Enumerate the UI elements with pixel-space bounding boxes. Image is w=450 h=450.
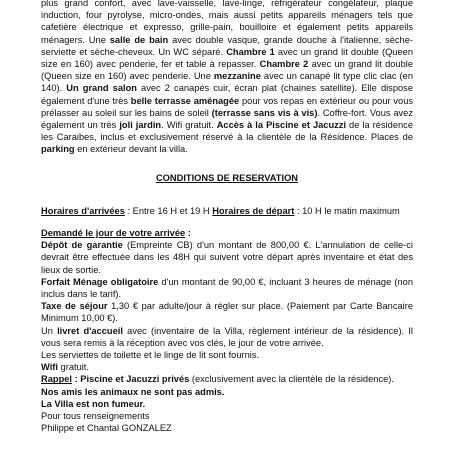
animals-line [41, 386, 413, 398]
arrival-hours-value: : Entre 16 H et 19 H [124, 205, 213, 216]
welcome-label: livret d'accueil [57, 325, 123, 336]
smoking-text: La Villa est non fumeur. [41, 398, 146, 409]
description-text-run: . Coffre-fort. Vous avez également un très [41, 107, 413, 131]
wifi-label: Wifi [41, 362, 58, 373]
reminder-bold: Piscine et Jacuzzi privés [80, 374, 190, 385]
deposit-paragraph [41, 239, 413, 276]
departure-hours-label: Horaires de départ [212, 205, 295, 216]
demanded-suffix: : [185, 228, 191, 239]
signature: Philippe et Chantal GONZALEZ [41, 423, 172, 434]
deposit-text: (Empreinte CB) d'un montant de 800,00 €. L'annulation de celle-ci devrait être effectuée dans les 48H qui suivent votre départ après inventaire et état des lieux de sortie. [41, 240, 413, 275]
wifi-line [41, 361, 413, 373]
description-bold-run: salle de bain [109, 34, 169, 45]
wifi-text: gratuit. [57, 362, 89, 373]
description-text-run: avec 2 canapés cuir, écran plat (chaines satellite). Elle dispose également d'une très [41, 83, 413, 106]
description-bold-run: belle terrasse aménagée [130, 95, 240, 106]
welcome-prefix: Un [41, 325, 58, 336]
description-text-run: de la résidence les Caraibes, inclus et exclusivement réservé à la clientèle de la Résidence. Places de [41, 120, 413, 143]
description-bold-run: joli jardin [119, 120, 162, 131]
departure-hours-value: : 10 H le matin maximum [294, 205, 400, 216]
description-bold-run: Chambre 2 [259, 59, 309, 70]
villa-description-paragraph [41, 0, 413, 156]
arrival-hours-label: Horaires d'arrivées [41, 205, 125, 216]
document-page [41, 0, 413, 435]
description-text-run: avec un grand lit double (Queen size en 160) avec penderie, fer et table à repasser. [41, 46, 413, 70]
description-bold-run: mezzanine [213, 71, 261, 82]
description-text-run: plus grand confort, avec lave-vaisselle, lave-linge, réfrigérateur congélateur, plaque induction, four pyrolyse, micro-ondes, mais aussi petits appareils ménagers tels que cafetière électrique et expresso, grille-pain, bouilloire et également petits appareils ménagers. Une [41, 0, 413, 45]
description-bold-run: Un grand salon [66, 83, 137, 94]
animals-text: Nos amis les animaux ne sont pas admis. [41, 386, 225, 397]
description-text-run: avec un grand lit double (Queen size en 160) avec penderie. Une [41, 59, 414, 82]
cleaning-text: d'un montant de 90,00 €, incluant 3 heures de ménage (non inclus dans le tarif). [41, 276, 413, 300]
conditions-title: CONDITIONS DE RESERVATION [155, 172, 299, 183]
welcome-text: avec (inventaire de la Villa, règlement intérieur de la résidence). Il vous sera remis à la réception avec vos clés, le jour de votre arrivée. [41, 325, 413, 348]
description-bold-run: Chambre 1 [226, 46, 275, 57]
info-line: Pour tous renseignements [41, 411, 150, 422]
deposit-label: Dépôt de garantie [41, 240, 123, 251]
tax-paragraph [41, 300, 413, 324]
description-bold-run: (terrasse sans vis à vis) [211, 107, 318, 118]
description-bold-run: parking [41, 144, 75, 155]
description-text-run: avec double vasque, grande douche à l'italienne, sèche-serviette et sèche-cheveux. Un WC séparé. [41, 34, 413, 57]
reminder-middle: : [72, 374, 81, 385]
description-text-run: . Wifi gratuit. [161, 120, 217, 131]
demanded-label: Demandé le jour de votre arrivée [41, 228, 186, 239]
description-text-run: en extérieur devant la villa. [74, 144, 188, 155]
linen-line: Les serviettes de toilette et le linge de lit sont fournis. [41, 350, 260, 361]
reminder-text: (exclusivement avec la clientèle de la résidence). [189, 374, 394, 385]
reminder-line [41, 373, 413, 385]
description-bold-run: Accès à la Piscine et Jacuzzi [216, 120, 347, 131]
tax-label: Taxe de séjour [41, 301, 108, 312]
cleaning-label: Forfait Ménage obligatoire [41, 276, 159, 287]
hours-line [41, 205, 413, 217]
cleaning-paragraph [41, 276, 413, 300]
description-text-run: pour vos repas en extérieur ou pour vous prélasser au soleil sur les bains de soleil [41, 95, 414, 118]
welcome-booklet-paragraph [41, 325, 413, 349]
smoking-line [41, 398, 413, 410]
description-text-run: avec un canapé lit type clic clac (en 140). [41, 71, 413, 94]
demanded-heading [41, 227, 413, 239]
tax-text: 1,30 € par adulte/jour à régler sur place. (Paiement par Carte Bancaire Minimum 10,00 €). [41, 301, 413, 324]
reminder-label: Rappel [41, 374, 72, 385]
